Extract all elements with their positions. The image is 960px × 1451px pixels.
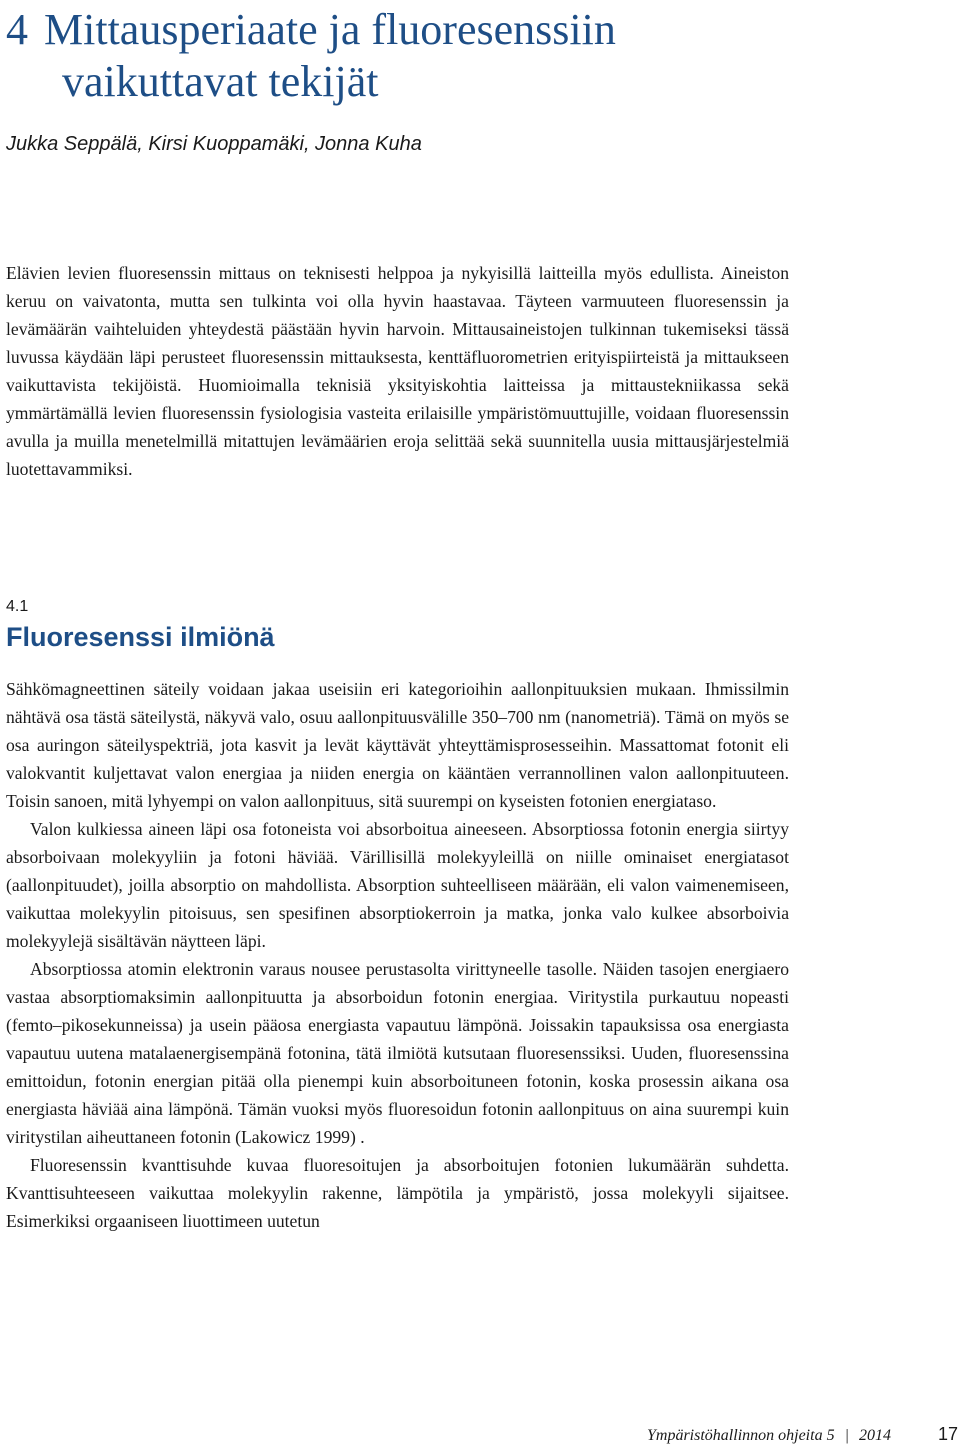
section-paragraph-3: Absorptiossa atomin elektronin varaus nousee perustasolta virittyneelle tasolle. Näiden tasojen energiaero vastaa absorptiomaksimin aallonpituutta ja absorboidun fotonin energiaa. Viritystila purkautuu nopeasti (femto–pikosekunneissa) ja usein pääosa energiasta vapautuu lämpönä. Joissakin tapauksissa osa energiasta vapautuu uutena matalaenergisempänä fotonina, tätä ilmiötä kutsutaan fluoresenssiksi. Uuden, fluoresenssina emittoidun, fotonin energian pitää olla pienempi kuin absorboituneen fotonin, koska prosessin aikana osa energiasta häviää aina lämpönä. Tämän vuoksi myös fluoresoidun fotonin aallonpituus on aina suurempi kuin viritystilan aiheuttaneen fotonin (Lakowicz 1999) . [6, 959, 789, 1147]
page-footer [647, 1427, 891, 1445]
footer-year: 2014 [858, 1427, 891, 1444]
section-title: Fluoresenssi ilmiönä [6, 622, 275, 652]
chapter-title-line1: Mittausperiaate ja fluoresenssiin [44, 5, 616, 54]
intro-text [6, 259, 789, 483]
page-number: 17 [938, 1424, 959, 1444]
footer-publication: Ympäristöhallinnon ohjeita [647, 1427, 823, 1444]
section-paragraph-1: Sähkömagneettinen säteily voidaan jakaa useisiin eri kategorioihin aallonpituuksien mukaan. Ihmissilmin nähtävä osa tästä säteilystä, näkyvä valo, osuu aallonpituusvälille 350–700 nm (nanometriä). Tämä on myös se osa auringon säteilyspektriä, jota kasvit ja levät käyttävät yhteyttämisprosesseihin. Massattomat fotonit eli valokvantit kuljettavat valon energiaa ja niiden energia on kääntäen verrannollinen valon aallonpituuteen. Toisin sanoen, mitä lyhyempi on valon aallonpituus, sitä suurempi on kyseisten fotonien energiataso. [6, 679, 789, 811]
intro-paragraph: Elävien levien fluoresenssin mittaus on teknisesti helppoa ja nykyisillä laitteilla myös edullista. Aineiston keruu on vaivatonta, mutta sen tulkinta voi olla hyvin haastavaa. Täyteen varmuuteen fluoresenssin ja levämäärän vaihteluiden yhteydestä päästään hyvin harvoin. Mittausaineistojen tulkinnan tukemiseksi tässä luvussa käydään läpi perusteet fluoresenssin mittauksesta, kenttäfluorometrien erityispiirteistä ja mittaukseen vaikuttavista tekijöistä. Huomioimalla teknisiä yksityiskohtia laitteissa ja mittaustekniikassa sekä ymmärtämällä levien fluoresenssin fysiologisia vasteita erilaisille ympäristömuuttujille, voidaan fluoresenssin avulla ja muilla menetelmillä mitattujen levämäärien eroja selittää sekä suunnitella uusia mittausjärjestelmiä luotettavammiksi. [6, 263, 789, 479]
footer-issue: 5 [826, 1427, 835, 1444]
section-paragraph-2: Valon kulkiessa aineen läpi osa fotoneista voi absorboitua aineeseen. Absorptiossa fotonin energia siirtyy absorboivaan molekyyliin ja fotoni häviää. Värillisillä molekyyleillä on niille ominaiset energiatasot (aallonpituudet), joilla absorptio on mahdollista. Absorption suhteelliseen määrään, eli valon vaimenemiseen, vaikuttaa molekyylin pitoisuus, sen spesifinen absorptiokerroin ja matka, jonka valo kulkee absorboivia molekyylejä sisältävän näytteen läpi. [6, 819, 789, 951]
chapter-title [6, 4, 946, 108]
section-paragraph-4: Fluoresenssin kvanttisuhde kuvaa fluoresoitujen ja absorboitujen fotonien lukumäärän suhdetta. Kvanttisuhteeseen vaikuttaa molekyylin rakenne, lämpötila ja ympäristö, jossa molekyyli sijaitsee. Esimerkiksi orgaaniseen liuottimeen uutetun [6, 1155, 789, 1231]
chapter-number: 4 [6, 5, 28, 54]
section-number: 4.1 [6, 598, 29, 615]
chapter-title-line2: vaikuttavat tekijät [62, 57, 379, 106]
chapter-authors: Jukka Seppälä, Kirsi Kuoppamäki, Jonna Kuha [6, 133, 422, 155]
footer-separator: | [844, 1427, 849, 1444]
section-body [6, 675, 789, 1235]
